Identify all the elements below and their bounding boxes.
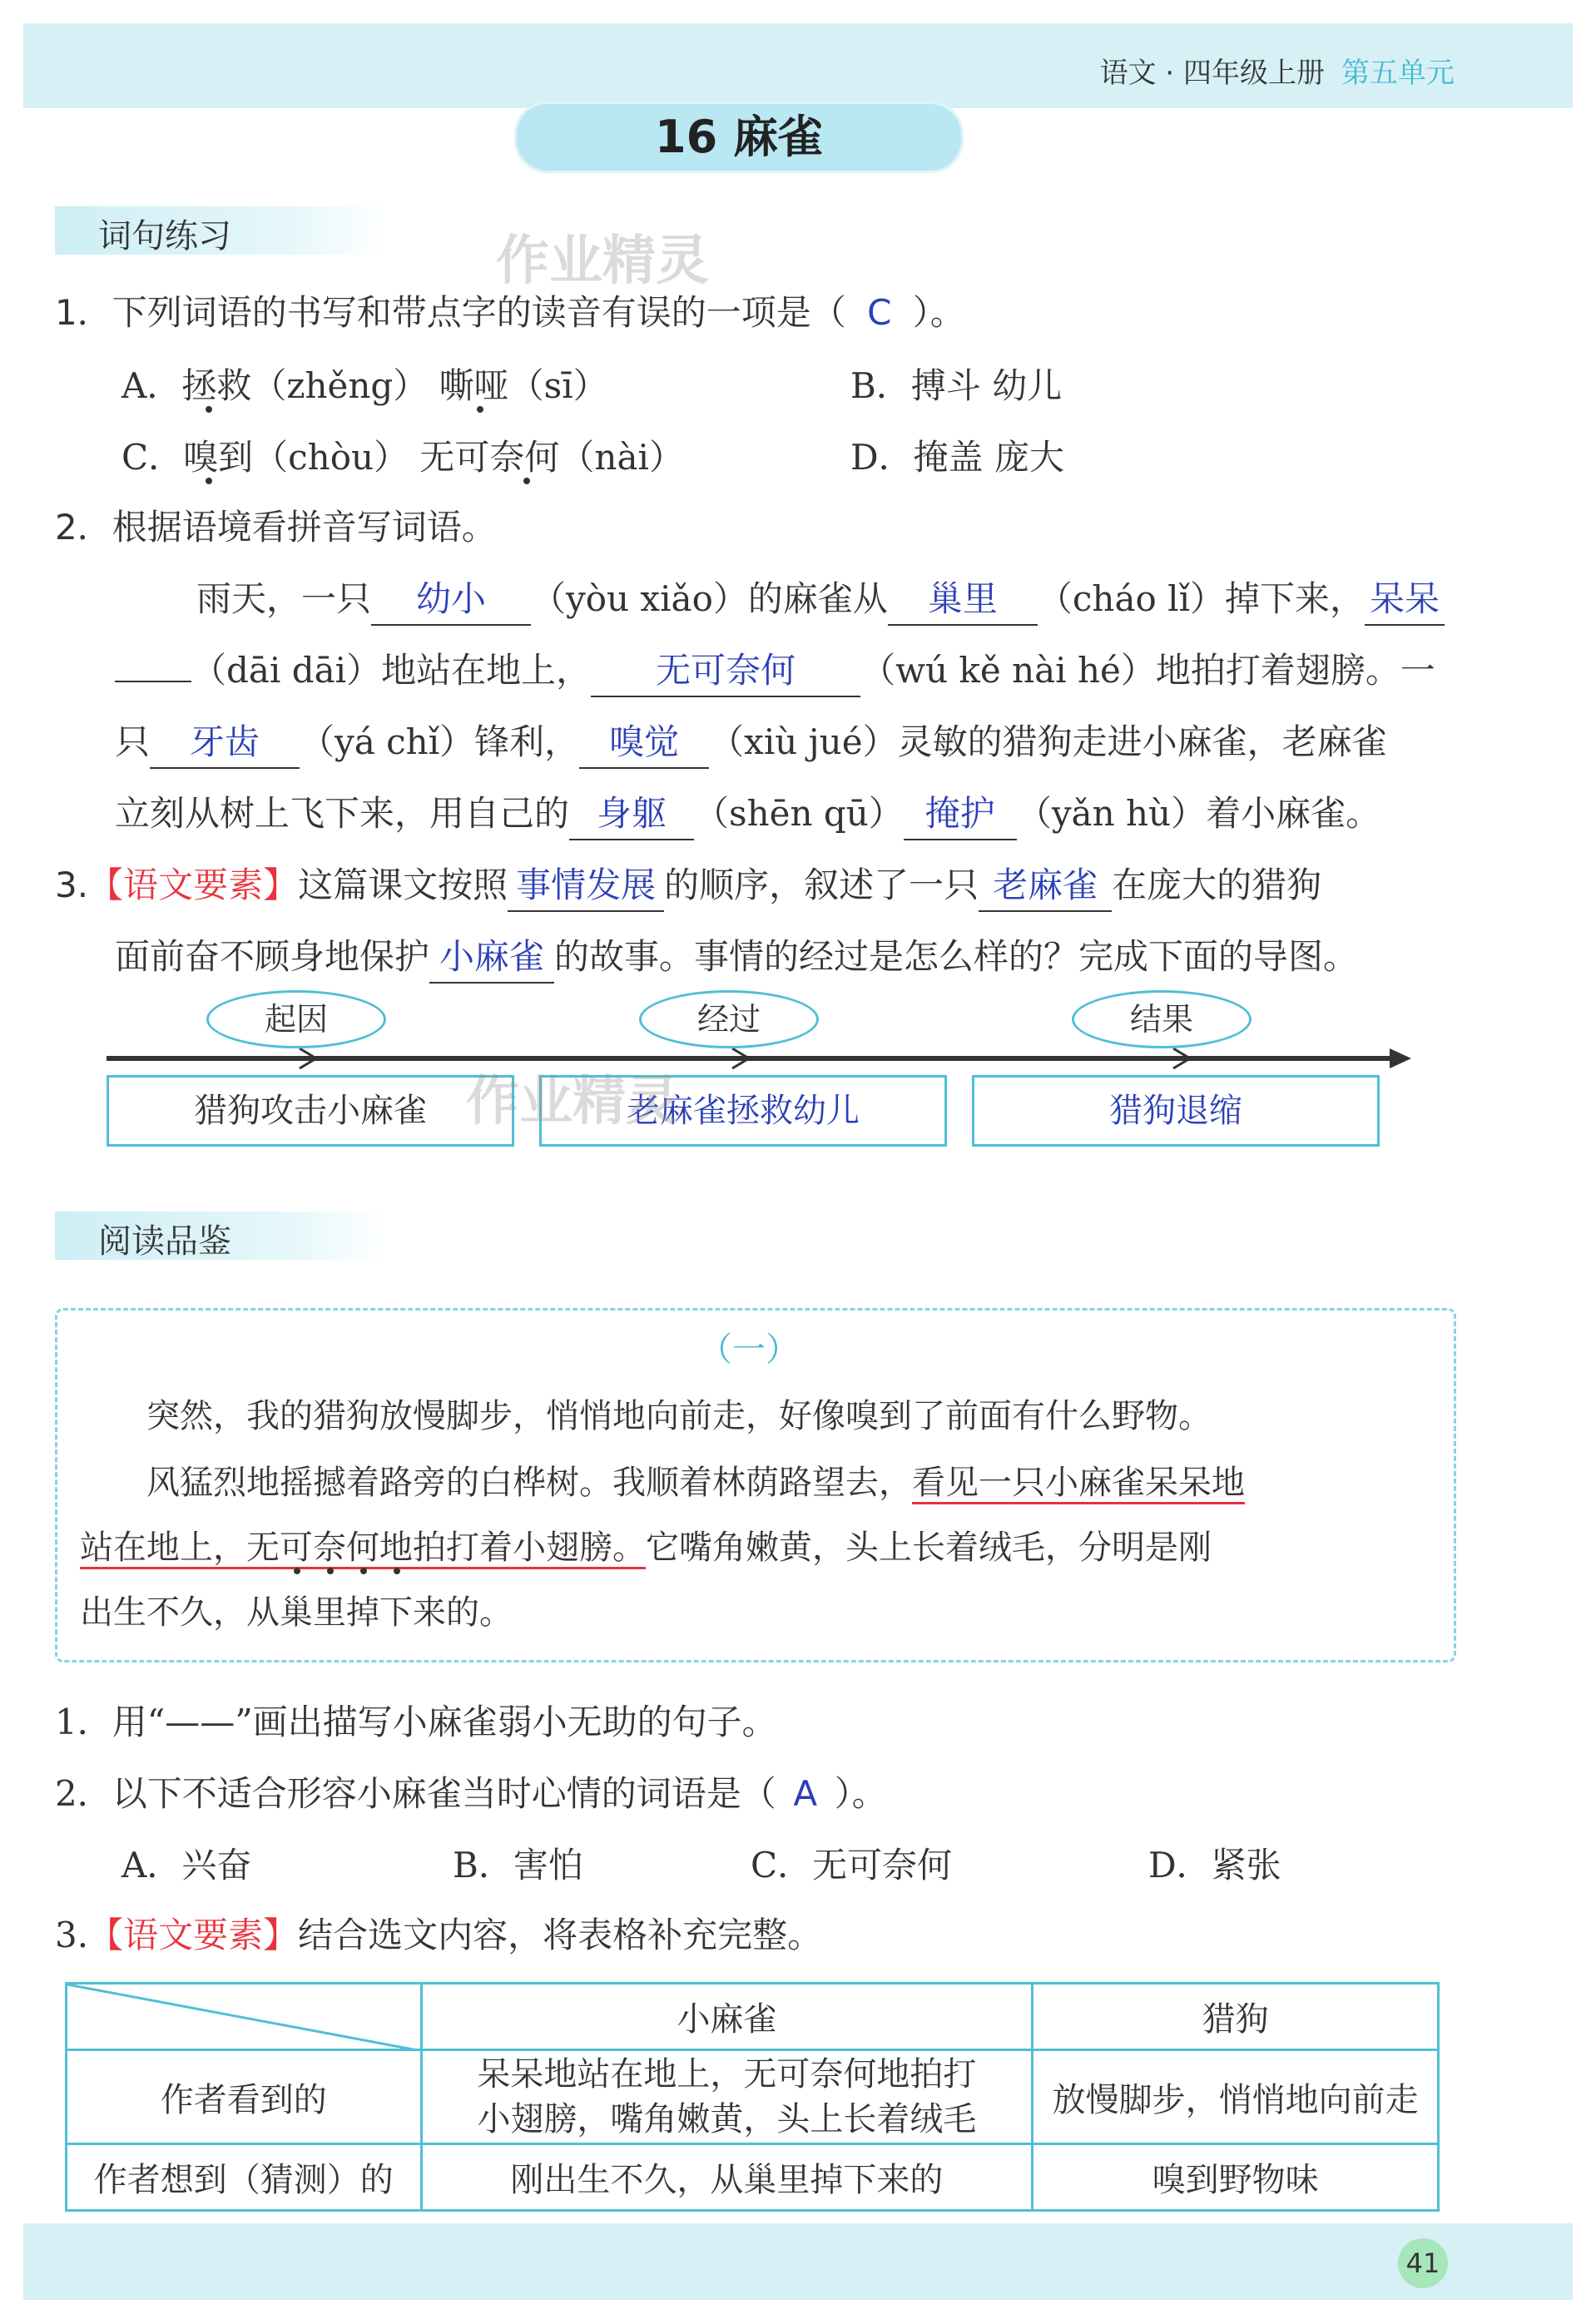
passage-heading: （一） bbox=[699, 1330, 799, 1369]
q1-stem-text: 1．下列词语的书写和带点字的读音有误的一项是（ bbox=[55, 292, 846, 333]
passage-line-3 bbox=[80, 1523, 1212, 1573]
page-number: 41 bbox=[1398, 2238, 1448, 2288]
passage-line-4: 出生不久，从巢里掉下来的。 bbox=[80, 1593, 513, 1632]
table-row bbox=[67, 2144, 1439, 2211]
table-cell-answer: 放慢脚步，悄悄地向前走 bbox=[1033, 2050, 1439, 2144]
r2-stem bbox=[55, 1769, 887, 1819]
text-run: 它嘴角嫩黄，头上长着绒毛，分明是刚 bbox=[646, 1529, 1212, 1567]
text-run: 的故事。事情的经过是怎么样的？完成下面的导图。 bbox=[554, 936, 1359, 977]
text-run: （shēn qū） bbox=[694, 793, 904, 834]
r2-option-c: C．无可奈何 bbox=[751, 1845, 953, 1885]
q3-number: 3. bbox=[55, 865, 89, 905]
answer-table bbox=[65, 1982, 1440, 2212]
map-box-result: 猎狗退缩 bbox=[972, 1075, 1380, 1147]
text-run: （cháo lǐ）掉下来， bbox=[1037, 578, 1366, 619]
r3-number: 3. bbox=[55, 1915, 89, 1955]
emphasis-dot bbox=[327, 1568, 334, 1574]
r2-option-b: B．害怕 bbox=[453, 1845, 583, 1885]
text-run: 风猛烈地摇撼着路旁的白桦树。我顺着林荫路望去， bbox=[146, 1464, 912, 1502]
q2-line-2 bbox=[115, 646, 1435, 697]
answer-blank-tail bbox=[115, 681, 191, 682]
emphasis-dot bbox=[206, 406, 212, 413]
timeline-arrowhead bbox=[1390, 1048, 1411, 1068]
r3-tag: 【语文要素】 bbox=[88, 1915, 299, 1955]
emphasis-dot bbox=[294, 1568, 300, 1574]
header-info bbox=[1100, 50, 1455, 91]
table-header-sparrow: 小麻雀 bbox=[421, 1984, 1033, 2050]
answer-blank: 事情发展 bbox=[508, 860, 664, 912]
answer-blank: 小麻雀 bbox=[429, 932, 554, 984]
r3-stem bbox=[55, 1910, 822, 1960]
passage-line-2 bbox=[146, 1458, 1245, 1508]
underlined-sentence: 站在地上，无可奈何地拍打着小翅膀。 bbox=[80, 1529, 646, 1569]
table-header-hound: 猎狗 bbox=[1033, 1984, 1439, 2050]
emphasis-dot bbox=[394, 1568, 400, 1574]
footer-band bbox=[23, 2223, 1573, 2300]
text-run: 面前奋不顾身地保护 bbox=[115, 936, 430, 977]
unit-name: 第五单元 bbox=[1341, 57, 1455, 90]
answer-blank: 无可奈何 bbox=[591, 646, 860, 697]
answer-blank: 身躯 bbox=[569, 789, 694, 840]
emphasis-dot bbox=[523, 478, 530, 484]
table-row bbox=[67, 2050, 1439, 2144]
underlined-sentence: 看见一只小麻雀呆呆地 bbox=[912, 1464, 1245, 1504]
text-run: （yǎn hù）着小麻雀。 bbox=[1016, 793, 1381, 834]
text-run: 雨天，一只 bbox=[196, 578, 372, 619]
text-run: 的顺序，叙述了一只 bbox=[664, 865, 979, 905]
answer-blank: 老麻雀 bbox=[979, 860, 1112, 912]
watermark-1: 作业精灵 bbox=[496, 230, 709, 292]
map-box-process: 老麻雀拯救幼儿 bbox=[539, 1075, 947, 1147]
text-run: （yòu xiǎo）的麻雀从 bbox=[531, 578, 888, 619]
table-cell-answer bbox=[421, 2050, 1033, 2144]
q3-line-2 bbox=[115, 932, 1358, 984]
q2-line-1 bbox=[196, 574, 1445, 626]
answer-blank: 掩护 bbox=[904, 789, 1017, 840]
text-run: 这篇课文按照 bbox=[298, 865, 508, 905]
table-row-label: 作者看到的 bbox=[67, 2050, 422, 2144]
q3-line-1 bbox=[55, 860, 1321, 912]
text-run: （dāi dāi）地站在地上， bbox=[191, 650, 592, 691]
section-title-1: 词句练习 bbox=[98, 217, 231, 255]
map-label-process: 经过 bbox=[639, 990, 819, 1048]
diagonal-line bbox=[67, 1985, 422, 2051]
text-run: 只 bbox=[115, 721, 151, 762]
r2-stem-end: ）。 bbox=[834, 1773, 887, 1814]
map-box-cause: 猎狗攻击小麻雀 bbox=[107, 1075, 514, 1147]
answer-blank: 幼小 bbox=[371, 574, 531, 626]
table-cell-answer: 刚出生不久，从巢里掉下来的 bbox=[421, 2144, 1033, 2211]
emphasis-dot bbox=[360, 1568, 367, 1574]
r3-text: 结合选文内容，将表格补充完整。 bbox=[298, 1915, 823, 1955]
map-label-cause: 起因 bbox=[206, 990, 386, 1048]
q1-option-c: C．嗅到（chòu） 无可奈何（nài） bbox=[121, 437, 684, 478]
r1-stem: 1．用“——”画出描写小麻雀弱小无助的句子。 bbox=[55, 1702, 777, 1742]
q3-tag: 【语文要素】 bbox=[88, 865, 299, 905]
table-row-label: 作者想到（猜测）的 bbox=[67, 2144, 422, 2211]
table-cell-text: 嗅到野物味 bbox=[1033, 2144, 1439, 2211]
book-name: 语文 · 四年级上册 bbox=[1099, 57, 1325, 90]
lesson-title: 16 麻雀 bbox=[514, 102, 964, 173]
text-run: 在庞大的猎狗 bbox=[1112, 865, 1322, 905]
q2-stem: 2．根据语境看拼音写词语。 bbox=[55, 507, 497, 548]
answer-blank: 牙齿 bbox=[150, 717, 300, 769]
answer-blank: 呆呆 bbox=[1365, 574, 1445, 626]
q1-stem bbox=[55, 288, 965, 338]
r2-option-a: A．兴奋 bbox=[121, 1845, 252, 1885]
q2-line-3 bbox=[115, 717, 1387, 769]
answer-blank: 嗅觉 bbox=[579, 717, 709, 769]
watermark-2: 作业精灵 bbox=[466, 1071, 679, 1132]
q1-option-b: B．搏斗 幼儿 bbox=[850, 365, 1063, 406]
passage-line-1: 突然，我的猎狗放慢脚步，悄悄地向前走，好像嗅到了前面有什么野物。 bbox=[146, 1397, 1212, 1435]
table-header-row bbox=[67, 1984, 1439, 2050]
q1-stem-end: ）。 bbox=[912, 292, 965, 333]
q1-option-a: A．拯救（zhěng） 嘶哑（sī） bbox=[121, 365, 608, 406]
text-run: （yá chǐ）锋利， bbox=[300, 721, 580, 762]
emphasis-dot bbox=[206, 478, 212, 484]
table-corner-cell bbox=[67, 1984, 422, 2050]
table-cell-line: 小翅膀，嘴角嫩黄，头上长着绒毛 bbox=[477, 2100, 977, 2138]
r2-stem-text: 2．以下不适合形容小麻雀当时心情的词语是（ bbox=[55, 1773, 776, 1814]
text-run: （xiù jué）灵敏的猎狗走进小麻雀，老麻雀 bbox=[709, 721, 1387, 762]
text-run: （wú kě nài hé）地拍打着翅膀。一 bbox=[860, 650, 1435, 691]
section-title-2: 阅读品鉴 bbox=[98, 1222, 231, 1261]
r2-option-d: D．紧张 bbox=[1148, 1845, 1281, 1885]
emphasis-dot bbox=[477, 406, 483, 413]
q1-option-d: D．掩盖 庞大 bbox=[850, 437, 1065, 478]
table-cell-line: 呆呆地站在地上，无可奈何地拍打 bbox=[477, 2055, 977, 2094]
q1-answer: C bbox=[867, 292, 892, 333]
r2-answer: A bbox=[793, 1773, 818, 1814]
text-run: 立刻从树上飞下来，用自己的 bbox=[115, 793, 570, 834]
map-label-result: 结果 bbox=[1072, 990, 1252, 1048]
answer-blank: 巢里 bbox=[888, 574, 1038, 626]
q2-line-4 bbox=[115, 789, 1380, 840]
